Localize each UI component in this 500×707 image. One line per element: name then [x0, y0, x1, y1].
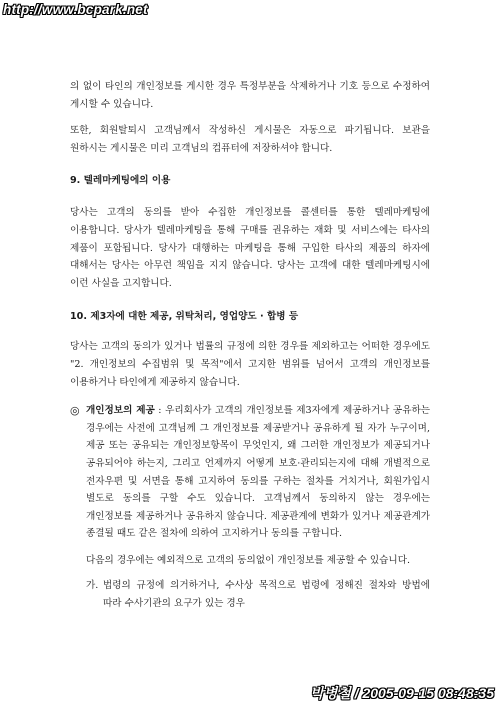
watermark: http://www.bcpark.net: [3, 2, 148, 17]
exception-paragraph: 다음의 경우에는 예외적으로 고객의 동의없이 개인정보를 제공할 수 있습니다.: [86, 554, 411, 566]
paragraph-posting-policy: 의 없이 타인의 개인정보를 게시한 경우 특정부분을 삭제하거나 기호 등으로 수정하여 게시할 수 있습니다.: [70, 81, 430, 110]
list-item-a-label: 가.: [86, 580, 99, 592]
bullet-term: 개인정보의 제공: [86, 405, 155, 417]
bullet-personal-info-provision: [70, 402, 430, 543]
bullet-mark: ◎: [70, 404, 80, 418]
bullet-text: : 우리회사가 고객의 개인정보를 제3자에게 제공하거나 공유하는 경우에는 사전에 고객님께 그 개인정보를 제공받거나 공유하게 될 자가 누구이며, 제공 또는 공유되는 개인정보항목이 무엇인지, 왜 그러한 개인정보가 제공되거나 공유되어야 하는지, 그리고 언제까지 어떻게 보호·관리되는지에 대해 개별적으로 전자우편 및 서면을 통해 고지하여 동의를 구하는 절차를 거치거나, 회원가입시 별도로 동의를 구할 수도 있습니다. 고객님께서 동의하지 않는 경우에는 개인정보를 제공하거나 공유하지 않습니다. 제공관계에 변화가 있거나 제공관계가 종결될 때도 같은 절차에 의하여 고지하거나 동의를 구합니다.: [86, 405, 430, 540]
section-9-heading: 9. 텔레마케팅에의 이용: [70, 175, 171, 187]
paragraph-withdrawal: 또한, 회원탈퇴시 고객님께서 작성하신 게시물은 자동으로 파기됩니다. 보관을 원하시는 게시물은 미리 고객님의 컴퓨터에 저장하셔야 합니다.: [70, 125, 430, 154]
section-10-heading: 10. 제3자에 대한 제공, 위탁처리, 영업양도 · 합병 등: [70, 311, 299, 323]
document-page: [70, 78, 430, 613]
signature-timestamp: 박병철 / 2005-09-15 08:48:35: [310, 685, 494, 701]
list-item-a: [70, 577, 430, 612]
list-item-a-text: 법령의 규정에 의거하거나, 수사상 목적으로 법령에 정해진 절차와 방법에 따라 수사기관의 요구가 있는 경우: [103, 580, 430, 610]
section-9-body: 당사는 고객의 동의를 받아 수집한 개인정보를 콜센터를 통한 텔레마케팅에 이용합니다. 당사가 텔레마케팅을 통해 구매를 권유하는 재화 및 서비스에는 타사의 제품이 포함됩니다. 당사가 대행하는 마케팅을 통해 구입한 타사의 제품의 하자에 대해서는 당사는 아무런 책임을 지지 않습니다. 당사는 고객에 대한 텔레마케팅시에 이런 사실을 고지합니다.: [70, 207, 430, 289]
section-10-body: 당사는 고객의 동의가 있거나 법률의 규정에 의한 경우를 제외하고는 어떠한 경우에도 "2. 개인정보의 수집범위 및 목적"에서 고지한 범위를 넘어서 고객의 개인정보를 이용하거나 타인에게 제공하지 않습니다.: [70, 341, 430, 388]
